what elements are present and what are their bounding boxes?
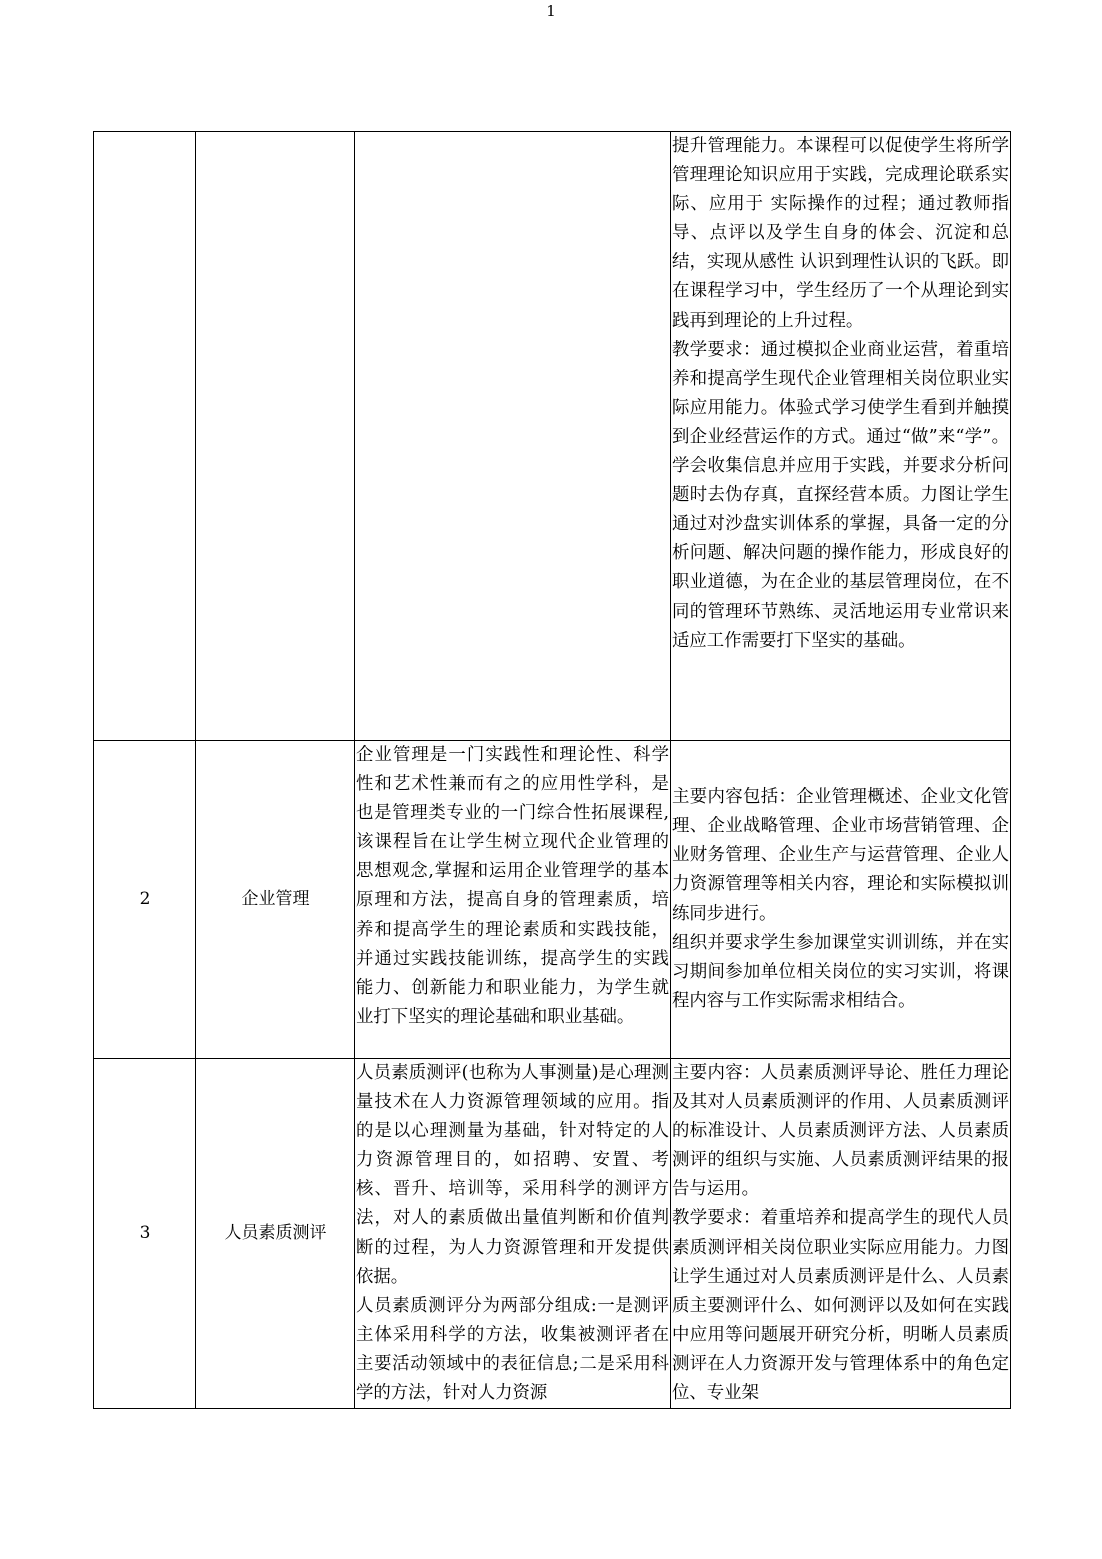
table-row [94,1059,1011,1409]
course-description [355,741,671,1059]
content-paragraph: 教学要求：通过模拟企业商业运营，着重培养和提高学生现代企业管理相关岗位职业实际应用能力。体验式学习使学生看到并触摸到企业经营运作的方式。通过“做”来“学”。学会收集信息并应用于实践，并要求分析问题时去伪存真，直探经营本质。力图让学生通过对沙盘实训体系的掌握，具备一定的分析问题、解决问题的操作能力，形成良好的职业道德，为在企业的基层管理岗位，在不同的管理环节熟练、灵活地运用专业常识来适应工作需要打下坚实的基础。 [672,339,1009,651]
course-table [93,131,1011,1409]
content-paragraph: 组织并要求学生参加课堂实训训练，并在实习期间参加单位相关岗位的实习实训，将课程内容与工作实际需求相结合。 [672,932,1009,1011]
course-description [355,132,671,741]
content-paragraph: 教学要求：着重培养和提高学生的现代人员素质测评相关岗位职业实际应用能力。力图让学生通过对人员素质测评是什么、人员素质主要测评什么、如何测评以及如何在实践中应用等问题展开研究分析，明晰人员素质测评在人力资源开发与管理体系中的角色定位、专业架 [672,1208,1009,1404]
course-number: 2 [94,741,196,1059]
course-name: 企业管理 [196,741,355,1059]
content-paragraph: 主要内容包括：企业管理概述、企业文化管理、企业战略管理、企业市场营销管理、企业财务管理、企业生产与运营管理、企业人力资源管理等相关内容，理论和实际模拟训练同步进行。 [672,787,1009,924]
course-content [671,741,1011,1059]
course-number [94,132,196,741]
course-description [355,1059,671,1409]
content-paragraph: 提升管理能力。本课程可以促使学生将所学管理理论知识应用于实践，完成理论联系实际、应用于 实际操作的过程；通过教师指导、点评以及学生自身的体会、沉淀和总结，实现从感性 认识到理性认识的飞跃。即在课程学习中，学生经历了一个从理论到实践再到理论的上升过程。 [672,136,1009,331]
description-paragraph: 人员素质测评(也称为人事测量)是心理测量技术在人力资源管理领域的应用。指的是以心理测量为基础，针对特定的人力资源管理目的，如招聘、安置、考核、晋升、培训等，采用科学的测评方法，对人的素质做出量值判断和价值判断的过程，为人力资源管理和开发提供依据。 [356,1063,669,1287]
course-content [671,132,1011,741]
page-number: 1 [546,2,556,20]
table-row [94,741,1011,1059]
description-paragraph: 企业管理是一门实践性和理论性、科学性和艺术性兼而有之的应用性学科，是也是管理类专业的一门综合性拓展课程,该课程旨在让学生树立现代企业管理的思想观念,掌握和运用企业管理学的基本原理和方法，提高自身的管理素质，培养和提高学生的理论素质和实践技能，并通过实践技能训练，提高学生的实践能力、创新能力和职业能力，为学生就业打下坚实的理论基础和职业基础。 [356,745,669,1027]
course-name: 人员素质测评 [196,1059,355,1409]
course-content [671,1059,1011,1409]
course-number: 3 [94,1059,196,1409]
course-name [196,132,355,741]
table-row [94,132,1011,741]
content-paragraph: 主要内容：人员素质测评导论、胜任力理论及其对人员素质测评的作用、人员素质测评的标准设计、人员素质测评方法、人员素质测评的组织与实施、人员素质测评结果的报告与运用。 [672,1063,1009,1200]
description-paragraph: 人员素质测评分为两部分组成:一是测评主体采用科学的方法，收集被测评者在主要活动领域中的表征信息;二是采用科学的方法，针对人力资源 [356,1295,669,1404]
